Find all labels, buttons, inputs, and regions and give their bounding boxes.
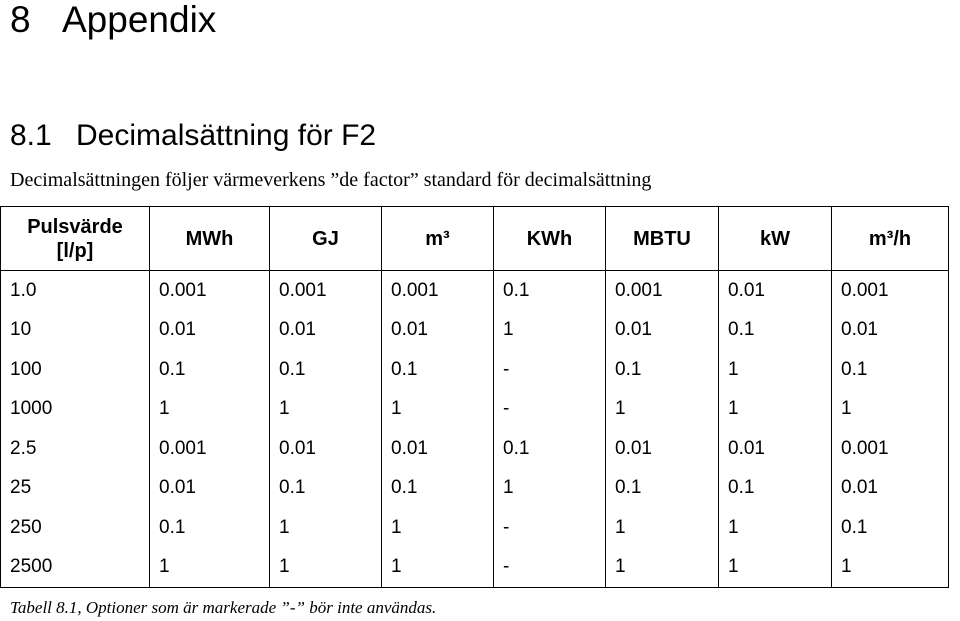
table-cell: 0.01 — [719, 271, 832, 311]
table-cell: 0.001 — [150, 429, 270, 469]
table-cell: 0.1 — [270, 350, 382, 390]
table-cell: 1 — [150, 548, 270, 588]
table-cell: 0.01 — [832, 469, 949, 509]
table-cell: 1 — [382, 508, 494, 548]
table-cell: - — [494, 548, 606, 588]
table-cell: 1 — [270, 548, 382, 588]
table-cell: 0.01 — [150, 469, 270, 509]
table-cell: 1 — [606, 508, 719, 548]
table-cell: 0.01 — [270, 429, 382, 469]
table-cell: 0.001 — [270, 271, 382, 311]
table-row — [1, 508, 949, 548]
table-row — [1, 350, 949, 390]
table-cell: 0.01 — [382, 429, 494, 469]
table-cell: 1 — [719, 508, 832, 548]
table-row — [1, 271, 949, 311]
table-cell: 1 — [832, 390, 949, 430]
table-cell: 0.001 — [832, 271, 949, 311]
column-header-1: MWh — [150, 207, 270, 271]
table-cell: 0.01 — [382, 311, 494, 351]
table-cell: 0.01 — [832, 311, 949, 351]
column-header-4: KWh — [494, 207, 606, 271]
table-cell: 250 — [1, 508, 150, 548]
table-cell: - — [494, 350, 606, 390]
table-cell: 10 — [1, 311, 150, 351]
table-cell: 1 — [719, 350, 832, 390]
column-header-2: GJ — [270, 207, 382, 271]
table-cell: 1.0 — [1, 271, 150, 311]
column-header-0: Pulsvärde [l/p] — [1, 207, 150, 271]
table-cell: 100 — [1, 350, 150, 390]
subsection-number: 8.1 — [10, 119, 52, 152]
table-cell: 0.1 — [606, 350, 719, 390]
table-cell: 0.1 — [832, 350, 949, 390]
table-cell: 0.01 — [606, 311, 719, 351]
table-cell: 0.001 — [832, 429, 949, 469]
table-cell: 0.1 — [606, 469, 719, 509]
table-cell: 0.1 — [270, 469, 382, 509]
table-cell: 1 — [606, 390, 719, 430]
table-cell: 1 — [382, 390, 494, 430]
table-cell: 0.01 — [150, 311, 270, 351]
table-cell: 2500 — [1, 548, 150, 588]
table-row — [1, 548, 949, 588]
column-header-5: MBTU — [606, 207, 719, 271]
table-caption: Tabell 8.1, Optioner som är markerade ”-” bör inte användas. — [10, 598, 437, 617]
table-cell: 1 — [832, 548, 949, 588]
table-cell: 0.1 — [494, 271, 606, 311]
column-header-7: m³/h — [832, 207, 949, 271]
table-cell: 0.01 — [606, 429, 719, 469]
section-heading — [10, 0, 216, 42]
table-row — [1, 390, 949, 430]
table-cell: 0.1 — [832, 508, 949, 548]
table-cell: 0.1 — [382, 469, 494, 509]
table-cell: 0.1 — [150, 350, 270, 390]
column-header-6: kW — [719, 207, 832, 271]
table-cell: 1 — [270, 390, 382, 430]
intro-paragraph: Decimalsättningen följer värmeverkens ”de factor” standard för decimalsättning — [10, 169, 652, 191]
section-title: Appendix — [62, 0, 217, 40]
table-cell: - — [494, 390, 606, 430]
table-cell: 0.1 — [719, 469, 832, 509]
decimal-table — [0, 206, 949, 588]
table-cell: 1 — [150, 390, 270, 430]
table-cell: - — [494, 508, 606, 548]
table-cell: 1 — [606, 548, 719, 588]
table-cell: 0.1 — [150, 508, 270, 548]
table-cell: 0.01 — [270, 311, 382, 351]
table-cell: 1 — [494, 469, 606, 509]
table-cell: 1000 — [1, 390, 150, 430]
table-cell: 1 — [719, 390, 832, 430]
table-cell: 1 — [382, 548, 494, 588]
table-cell: 2.5 — [1, 429, 150, 469]
table-header-row — [1, 207, 949, 271]
table-cell: 0.01 — [719, 429, 832, 469]
table-cell: 0.1 — [719, 311, 832, 351]
subsection-title: Decimalsättning för F2 — [76, 119, 377, 152]
table-cell: 1 — [719, 548, 832, 588]
table-cell: 0.001 — [382, 271, 494, 311]
table-cell: 1 — [494, 311, 606, 351]
table-row — [1, 311, 949, 351]
table-row — [1, 429, 949, 469]
table-body — [1, 271, 949, 588]
table-cell: 25 — [1, 469, 150, 509]
table-cell: 1 — [270, 508, 382, 548]
table-cell: 0.001 — [606, 271, 719, 311]
table-cell: 0.1 — [382, 350, 494, 390]
subsection-heading — [10, 117, 376, 155]
table-cell: 0.1 — [494, 429, 606, 469]
table-row — [1, 469, 949, 509]
section-number: 8 — [10, 0, 31, 40]
table-cell: 0.001 — [150, 271, 270, 311]
column-header-3: m³ — [382, 207, 494, 271]
